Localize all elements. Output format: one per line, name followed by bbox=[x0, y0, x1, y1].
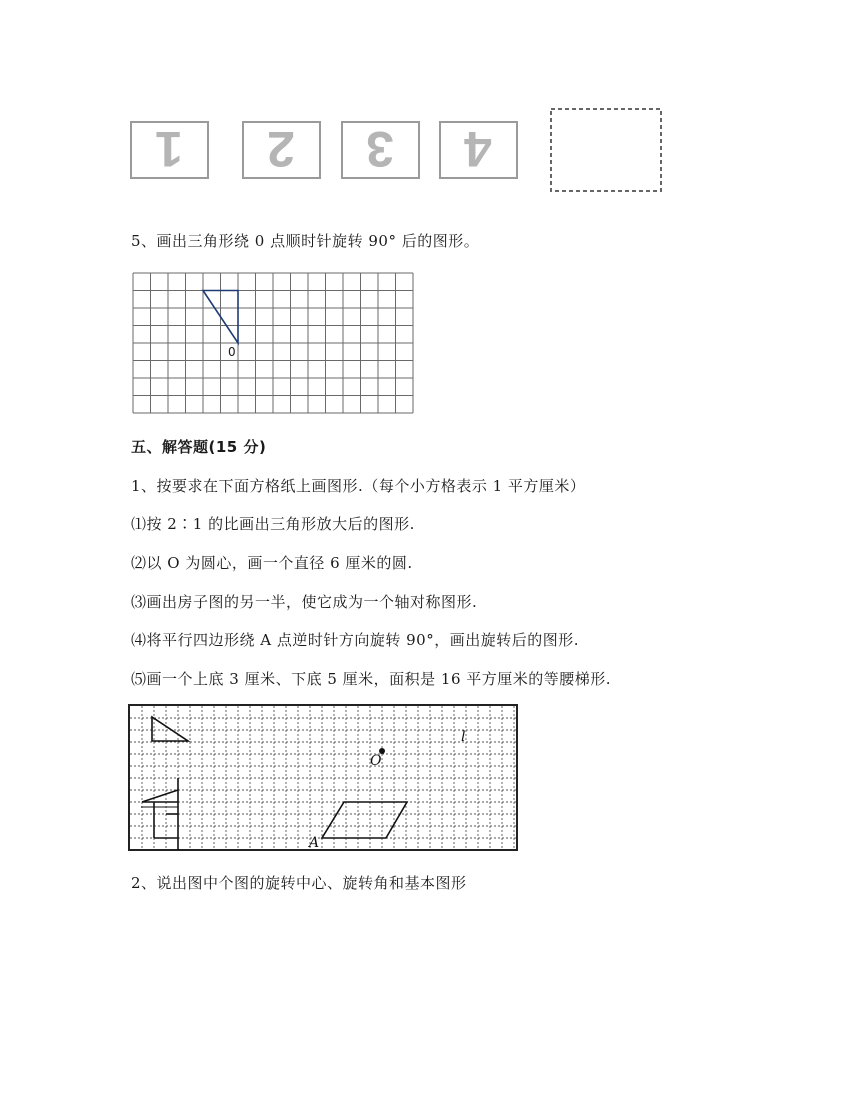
question-5-text: 5、画出三角形绕 0 点顺时针旋转 90° 后的图形。 bbox=[131, 232, 480, 250]
rotation-pattern-row bbox=[128, 105, 668, 195]
section-5-heading: 五、解答题(15 分) bbox=[131, 438, 267, 456]
task-4: ⑷将平行四边形绕 A 点逆时针方向旋转 90°，画出旋转后的图形. bbox=[131, 631, 579, 649]
svg-text:3: 3 bbox=[366, 121, 394, 177]
point-a-label: A bbox=[309, 835, 320, 851]
problem-1-intro: 1、按要求在下面方格纸上画图形.（每个小方格表示 1 平方厘米） bbox=[131, 477, 586, 495]
problem-2-text: 2、说出图中个图的旋转中心、旋转角和基本图形 bbox=[131, 874, 467, 892]
tile-3 bbox=[342, 121, 419, 178]
pattern-tiles bbox=[128, 105, 668, 195]
tile-1 bbox=[131, 121, 208, 178]
task-1: ⑴按 2∶1 的比画出三角形放大后的图形. bbox=[131, 515, 415, 533]
tile-4 bbox=[440, 121, 517, 178]
blank-dashed-tile bbox=[551, 109, 661, 191]
task-3: ⑶画出房子图的另一半，使它成为一个轴对称图形. bbox=[131, 593, 478, 611]
tile-2 bbox=[243, 121, 320, 178]
dotted-grid-svg bbox=[128, 704, 520, 854]
svg-text:2: 2 bbox=[267, 121, 295, 177]
rotation-grid-figure bbox=[130, 270, 420, 424]
svg-text:4: 4 bbox=[464, 121, 492, 177]
point-0-label: 0 bbox=[228, 345, 236, 359]
grid-with-triangle bbox=[130, 270, 420, 420]
grid-lines bbox=[133, 273, 413, 413]
svg-text:1: 1 bbox=[155, 121, 183, 177]
dotted-grid-figure bbox=[128, 704, 520, 858]
task-2: ⑵以 O 为圆心，画一个直径 6 厘米的圆. bbox=[131, 554, 413, 572]
line-l-label: l bbox=[461, 729, 466, 745]
task-5: ⑸画一个上底 3 厘米、下底 5 厘米，面积是 16 平方厘米的等腰梯形. bbox=[131, 670, 612, 688]
point-o-label: O bbox=[370, 753, 382, 769]
